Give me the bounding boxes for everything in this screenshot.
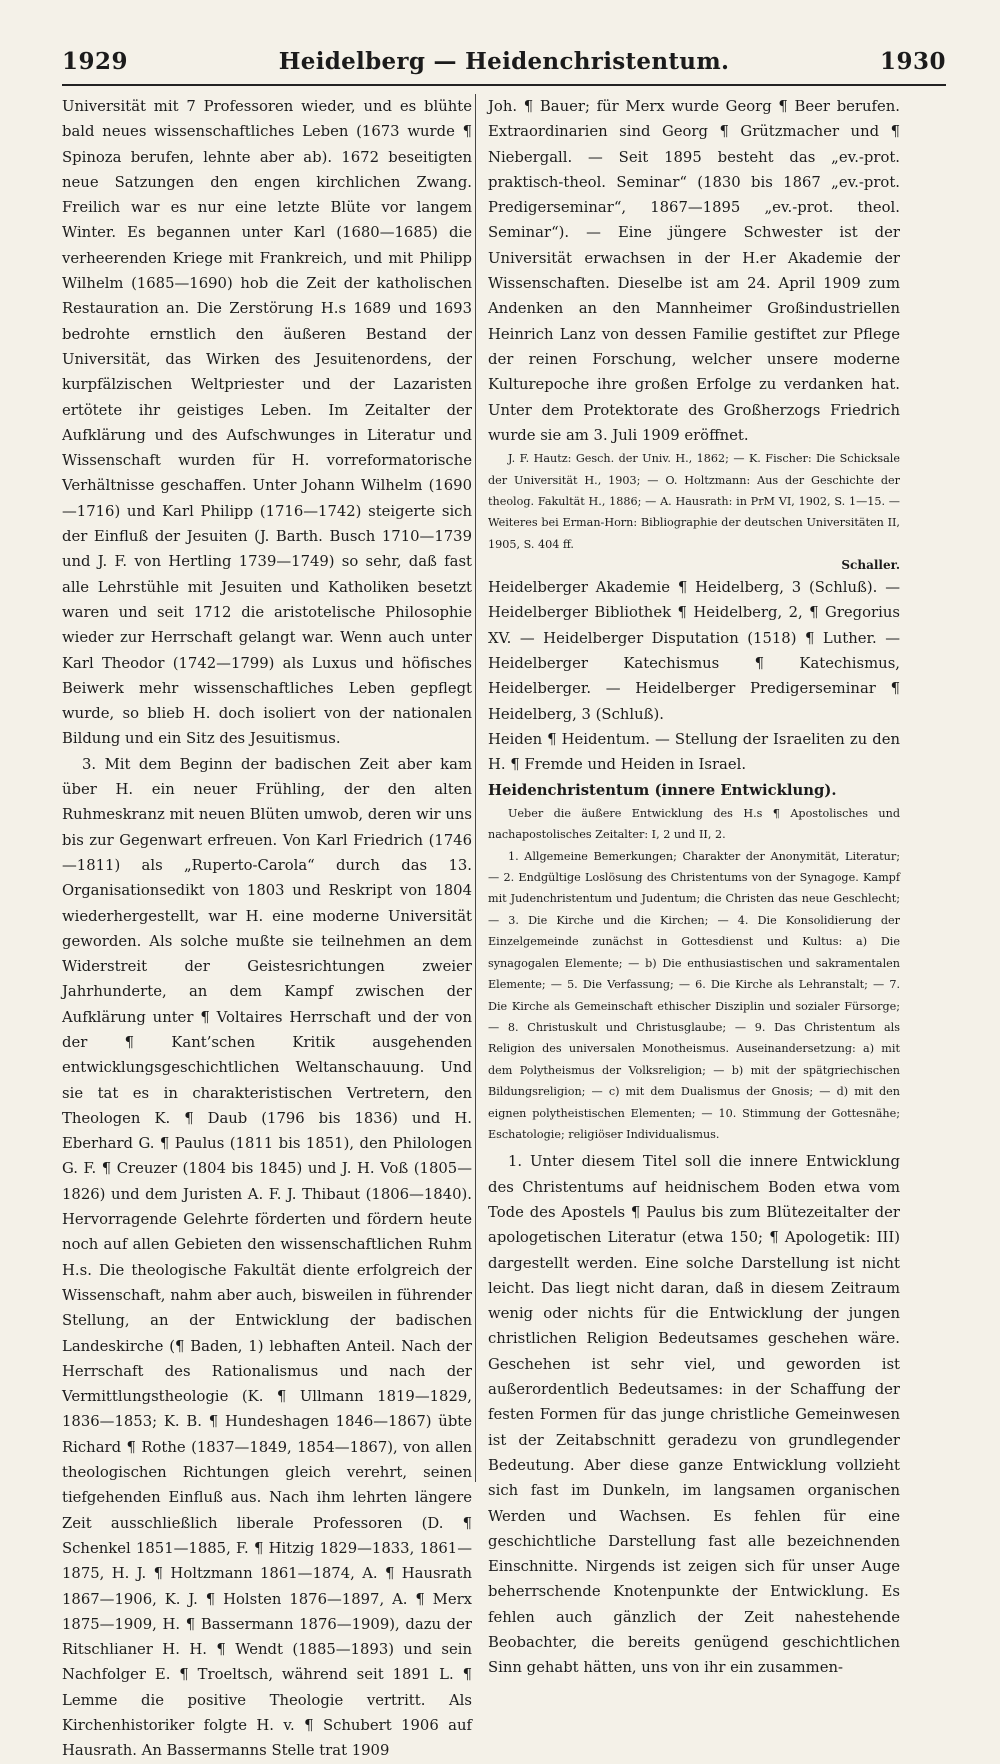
left-paragraph-2: 3. Mit dem Beginn der badischen Zeit aber kam über H. ein neuer Frühling, der den alten Ruhmeskranz mit neuen Blüten umwob, deren wir uns bis zur Gegenwart erfreuen. Von Karl Friedrich (1746—1811) als „Ruperto-Carola“ durch das 13. Organisationsedikt von 1803 und Reskript von 1804 wiederhergestellt, war H. eine moderne Universität geworden. Als solche mußte sie teilnehmen an dem Widerstreit der Geistesrichtungen zweier Jahrhunderte, an dem Kampf zwischen der Aufklärung unter ¶ Voltaires Herrschaft und der von der ¶ Kant’schen Kritik ausgehenden entwicklungsgeschichtlichen Weltanschauung. Und sie tat es in charakteristischen Vertretern, den Theologen K. ¶ Daub (1796 bis 1836) und H. Eberhard G. ¶ Paulus (1811 bis 1851), den Philologen G. F. ¶ Creuzer (1804 bis 1845) und J. H. Voß (1805—1826) und dem Juristen A. F. J. Thibaut (1806—1840). Hervorragende Gelehrte förderten und fördern heute noch auf allen Gebieten den wissenschaftlichen Ruhm H.s. Die theologische Fakultät diente erfolgreich der Wissenschaft, nahm aber auch, bisweilen in führender Stellung, an der Entwicklung der badischen Landeskirche (¶ Baden, 1) lebhaften Anteil. Nach der Herrschaft des Rationalismus und nach der Vermittlungstheologie (K. ¶ Ullmann 1819—1829, 1836—1853; K. B. ¶ Hundeshagen 1846—1867) übte Richard ¶ Rothe (1837—1849, 1854—1867), von allen theologischen Richtungen gleich verehrt, seinen tiefgehenden Einfluß aus. Nach ihm lehrten längere Zeit ausschließlich liberale Professoren (D. ¶ Schenkel 1851—1885, F. ¶ Hitzig 1829—1833, 1861—1875, H. J. ¶ Holtzmann 1861—1874, A. ¶ Hausrath 1867—1906, K. J. ¶ Holsten 1876—1897, A. ¶ Merx 1875—1909, H. ¶ Bassermann 1876—1909), dazu der Ritschlianer H. H. ¶ Wendt (1885—1893) und sein Nachfolger E. ¶ Troeltsch, während seit 1891 L. ¶ Lemme die positive Theologie vertritt. Als Kirchenhistoriker folgte H. v. ¶ Schubert 1906 auf Hausrath. An Bassermanns Stelle trat 1909: [62, 755, 472, 1760]
cross-reference-heiden: Heiden ¶ Heidentum. — Stellung der Israeliten zu den H. ¶ Fremde und Heiden in Israel.: [488, 730, 900, 774]
right-page-number: 1930: [879, 47, 946, 75]
article-author: Schaller.: [841, 558, 900, 573]
left-column: [62, 94, 472, 1764]
cross-references-heidelberger: Heidelberger Akademie ¶ Heidelberg, 3 (Schluß). — Heidelberger Bibliothek ¶ Heidelberg, 2, ¶ Gregorius XV. — Heidelberger Disputation (1518) ¶ Luther. — Heidelberger Katechismus ¶ Katechismus, Heidelberger. — Heidelberger Predigerseminar ¶ Heidelberg, 3 (Schluß).: [488, 579, 900, 723]
article-heading: Heidenchristentum (innere Entwicklung).: [488, 781, 837, 799]
left-paragraph-1: Universität mit 7 Professoren wieder, und es blühte bald neues wissenschaftliches Leben (1673 wurde ¶ Spinoza berufen, lehnte aber ab). 1672 beseitigten neue Satzungen den engen kirchlichen Zwang. Freilich war es nur eine letzte Blüte vor langem Winter. Es begannen unter Karl (1680—1685) die verheerenden Kriege mit Frankreich, und mit Philipp Wilhelm (1685—1690) hob die Zeit der katholischen Restauration an. Die Zerstörung H.s 1689 und 1693 bedrohte ernstlich den äußeren Bestand der Universität, das Wirken des Jesuitenordens, der kurpfälzischen Weltpriester und der Lazaristen ertötete ihr geistiges Leben. Im Zeitalter der Aufklärung und des Aufschwunges in Literatur und Wissenschaft wurden für H. vorreformatorische Verhältnisse geschaffen. Unter Johann Wilhelm (1690—1716) und Karl Philipp (1716—1742) steigerte sich der Einfluß der Jesuiten (J. Barth. Busch 1710—1739 und J. F. von Hertling 1739—1749) so sehr, daß fast alle Lehrstühle mit Jesuiten und Katholiken besetzt waren und seit 1712 die aristotelische Philosophie wieder zur Herrschaft gelangt war. Wenn auch unter Karl Theodor (1742—1799) als Luxus und höfisches Beiwerk mehr wissenschaftliches Leben gepflegt wurde, so blieb H. doch isoliert von der nationalen Bildung und ein Sitz des Jesuitismus.: [62, 98, 472, 748]
article-intro-note: Ueber die äußere Entwicklung des H.s ¶ Apostolisches und nachapostolisches Zeitalter: I, 2 und II, 2.: [488, 806, 900, 842]
left-page-number: 1929: [62, 47, 129, 75]
running-title: Heidelberg — Heidenchristentum.: [278, 47, 730, 75]
article-outline: 1. Allgemeine Bemerkungen; Charakter der Anonymität, Literatur; — 2. Endgültige Loslösung des Christentums von der Synagoge. Kampf mit Judenchristentum und Judentum; die Christen das neue Geschlecht; — 3. Die Kirche und die Kirchen; — 4. Die Konsolidierung der Einzelgemeinde zunächst in Gottesdienst und Kultus: a) Die synagogalen Elemente; — b) Die enthusiastischen und sakramentalen Elemente; — 5. Die Verfassung; — 6. Die Kirche als Lehranstalt; — 7. Die Kirche als Gemeinschaft ethischer Disziplin und sozialer Fürsorge; — 8. Christuskult und Christusglaube; — 9. Das Christentum als Religion des universalen Monotheismus. Auseinandersetzung: a) mit dem Polytheismus der Volksreligion; — b) mit der spätgriechischen Bildungsreligion; — c) mit dem Dualismus der Gnosis; — d) mit den eignen polytheistischen Elementen; — 10. Stimmung der Gottesnähe; Eschatologie; religiöser Individualismus.: [488, 849, 900, 1141]
running-header: [62, 44, 946, 78]
right-column: [488, 94, 900, 1681]
bibliography: J. F. Hautz: Gesch. der Univ. H., 1862; — K. Fischer: Die Schicksale der Universität H., 1903; — O. Holtzmann: Aus der Geschichte der theolog. Fakultät H., 1886; — A. Hausrath: in PrM VI, 1902, S. 1—15. — Weiteres bei Erman-Horn: Bibliographie der deutschen Universitäten II, 1905, S. 404 ff.: [488, 452, 900, 551]
column-divider: [475, 94, 476, 1482]
header-rule: [62, 84, 946, 86]
article-section-1: 1. Unter diesem Titel soll die innere Entwicklung des Christentums auf heidnischem Boden etwa vom Tode des Apostels ¶ Paulus bis zum Blütezeitalter der apologetischen Literatur (etwa 150; ¶ Apologetik: III) dargestellt werden. Eine solche Darstellung ist nicht leicht. Das liegt nicht daran, daß in diesem Zeitraum wenig oder nichts für die Entwicklung der jungen christlichen Religion Bedeutsames geschehen wäre. Geschehen ist sehr viel, und geworden ist außerordentlich Bedeutsames: in der Schaffung der festen Formen für das junge christliche Gemeinwesen ist der Zeitabschnitt geradezu von grundlegender Bedeutung. Aber diese ganze Entwicklung vollzieht sich fast im Dunkeln, im langsamen organischen Werden und Wachsen. Es fehlen für eine geschichtliche Darstellung fast alle bezeichnenden Einschnitte. Nirgends ist zeigen sich für unser Auge beherrschende Knotenpunkte der Entwicklung. Es fehlen auch gänzlich der Zeit nahestehende Beobachter, die bereits genügend geschichtlichen Sinn gehabt hätten, uns von ihr ein zusammen-: [488, 1153, 900, 1677]
right-paragraph-1: Joh. ¶ Bauer; für Merx wurde Georg ¶ Beer berufen. Extraordinarien sind Georg ¶ Grützmacher und ¶ Niebergall. — Seit 1895 besteht das „ev.-prot. praktisch-theol. Seminar“ (1830 bis 1867 „ev.-prot. Predigerseminar“, 1867—1895 „ev.-prot. theol. Seminar“). — Eine jüngere Schwester ist der Universität erwachsen in der H.er Akademie der Wissenschaften. Dieselbe ist am 24. April 1909 zum Andenken an den Mannheimer Großindustriellen Heinrich Lanz von dessen Familie gestiftet zur Pflege der reinen Forschung, welcher unsere moderne Kulturepoche ihre großen Erfolge zu verdanken hat. Unter dem Protektorate des Großherzogs Friedrich wurde sie am 3. Juli 1909 eröffnet.: [488, 98, 900, 444]
